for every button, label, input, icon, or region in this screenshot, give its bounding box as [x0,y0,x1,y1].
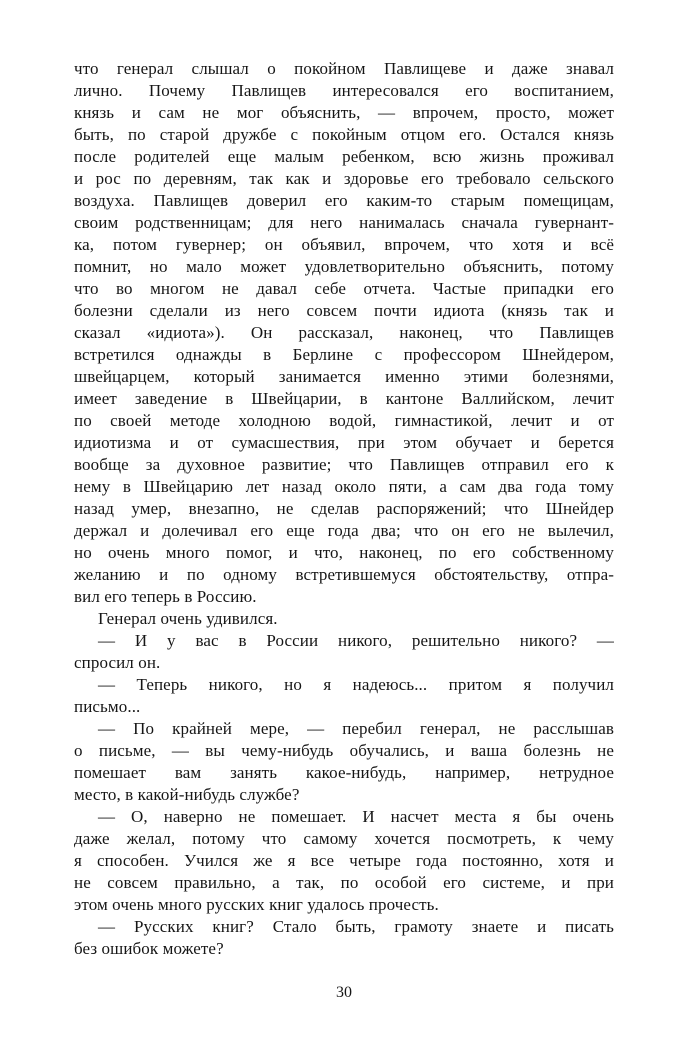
text-line: — И у вас в России никого, решительно никого? — [98,631,614,650]
paragraph [74,674,614,718]
paragraph [74,718,614,806]
paragraph [74,58,614,608]
text-line: я способен. Учился же я все четыре года постоянно, хотя и [74,851,614,870]
text-line: помешает вам занять какое-нибудь, например, нетрудное [74,763,614,782]
text-line: спросил он. [74,653,161,672]
text-line: князь и сам не мог объяснить, — впрочем, просто, может [74,103,614,122]
text-line: — Теперь никого, но я надеюсь... притом я получил [98,675,614,694]
page-number: 30 [336,984,352,1001]
text-line: что генерал слышал о покойном Павлищеве и даже знавал [74,59,614,78]
text-line: сказал «идиота»). Он рассказал, наконец, что Павлищев [74,323,614,342]
text-line: назад умер, внезапно, не сделав распоряжений; что Шнейдер [74,499,614,518]
text-line: своим родственницам; для него нанималась сначала гувернант- [74,213,614,232]
text-line: не совсем правильно, а так, по особой его системе, и при [74,873,614,892]
text-line: — По крайней мере, — перебил генерал, не расслышав [98,719,614,738]
text-line: даже желал, потому что самому хочется посмотреть, к чему [74,829,614,848]
text-line: швейцарцем, который занимается именно этими болезнями, [74,367,614,386]
text-line: место, в какой-нибудь службе? [74,785,300,804]
text-line: что во многом не давал себе отчета. Частые припадки его [74,279,614,298]
text-line: идиотизма и от сумасшествия, при этом обучает и берется [74,433,614,452]
text-line: помнит, но мало может удовлетворительно объяснить, потому [74,257,614,276]
text-line: держал и долечивал его еще года два; что он его не вылечил, [74,521,614,540]
paragraph [74,608,614,630]
text-line: нему в Швейцарию лет назад около пяти, а сам два года тому [74,477,614,496]
text-line: воздуха. Павлищев доверил его каким-то старым помещицам, [74,191,614,210]
page-footer [74,984,614,1002]
paragraph [74,916,614,960]
text-line: лично. Почему Павлищев интересовался его воспитанием, [74,81,614,100]
text-block [74,58,614,960]
text-line: по своей методе холодною водой, гимнастикой, лечит и от [74,411,614,430]
text-line: вообще за духовное развитие; что Павлищев отправил его к [74,455,614,474]
text-line: без ошибок можете? [74,939,224,958]
text-line: быть, по старой дружбе с покойным отцом его. Остался князь [74,125,614,144]
text-line: Генерал очень удивился. [98,609,278,628]
text-line: ка, потом гувернер; он объявил, впрочем, что хотя и всё [74,235,614,254]
text-line: — О, наверно не помешает. И насчет места я бы очень [98,807,614,826]
text-line: вил его теперь в Россию. [74,587,257,606]
text-line: болезни сделали из него совсем почти идиота (князь так и [74,301,614,320]
text-line: встретился однажды в Берлине с профессором Шнейдером, [74,345,614,364]
text-line: после родителей еще малым ребенком, всю жизнь проживал [74,147,614,166]
text-line: о письме, — вы чему-нибудь обучались, и ваша болезнь не [74,741,614,760]
paragraph [74,806,614,916]
paragraph [74,630,614,674]
text-line: и рос по деревням, так как и здоровье его требовало сельского [74,169,614,188]
text-line: — Русских книг? Стало быть, грамоту знаете и писать [98,917,614,936]
text-line: этом очень много русских книг удалось прочесть. [74,895,439,914]
text-line: письмо... [74,697,141,716]
text-line: но очень много помог, и что, наконец, по его собственному [74,543,614,562]
text-line: имеет заведение в Швейцарии, в кантоне Валлийском, лечит [74,389,614,408]
text-line: желанию и по одному встретившемуся обстоятельству, отпра- [74,565,614,584]
